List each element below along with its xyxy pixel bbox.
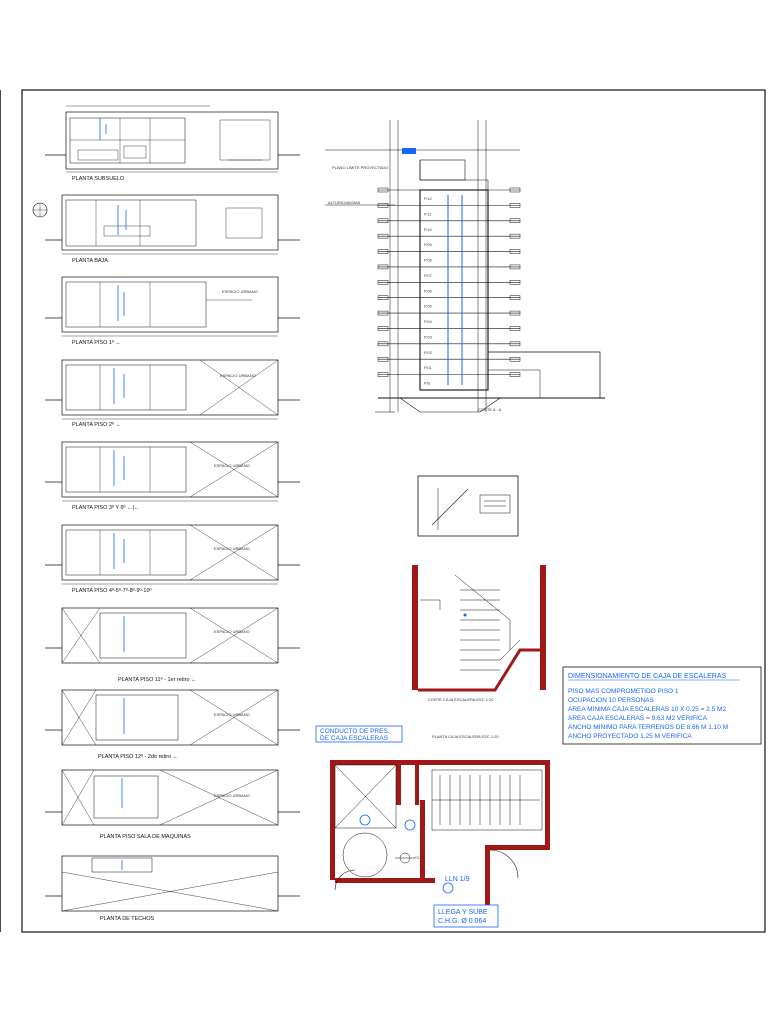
section-floor-label: P.09 xyxy=(424,242,432,248)
plan-piso-1 xyxy=(45,277,300,336)
stair-box-line: AREA CAJA ESCALERAS = 9.63 M2 VERIFICA xyxy=(568,715,707,722)
plan-label-piso-3-6: PLANTA PISO 3º Y 6º ←|← xyxy=(72,505,140,511)
section-floor-label: P.03 xyxy=(424,334,432,340)
plan-piso-unlabeled xyxy=(45,608,300,663)
plan-label-baja: PLANTA BAJA xyxy=(72,258,108,264)
section-floor-label: P.10 xyxy=(424,226,432,232)
plan-label-piso-12: PLANTA PISO 12º - 2do retiro ← xyxy=(98,754,179,760)
espacio-urbano-label: ESPACIO URBANO xyxy=(214,793,250,798)
plan-piso-2 xyxy=(45,360,300,419)
plan-piso-11 xyxy=(45,690,300,745)
stair-box-line: AREA MINIMA CAJA ESCALERAS 10 X 0.25 = 2.5 M2 xyxy=(568,706,727,713)
section-floor-label: P.01 xyxy=(424,365,432,371)
espacio-urbano-label: ESPACIO URBANO xyxy=(214,712,250,717)
llega-line-1: LLEGA Y SUBE xyxy=(438,909,488,916)
section-floor-label: P.12 xyxy=(424,196,432,201)
plan-techos xyxy=(45,856,300,911)
conducto-line-2: DE CAJA ESCALERAS xyxy=(320,735,388,742)
section-floor-label: P.B. xyxy=(424,380,432,386)
plan-piso-4-10 xyxy=(45,525,300,584)
section-floor-label: P.08 xyxy=(424,257,432,263)
plan-piso-3-6 xyxy=(45,442,300,501)
section-floor-label: P.11 xyxy=(424,211,432,217)
stair-box-line: PISO MAS COMPROMETIDO PISO 1 xyxy=(568,688,679,695)
section-title: CORTE A - A xyxy=(478,407,502,412)
conducto-line-1: CONDUCTO DE PRES. xyxy=(320,728,390,735)
section-note-plano-limite: PLANO LIMITE PROYECTADO xyxy=(332,165,389,170)
section-corte-aa xyxy=(325,120,605,412)
plan-label-subsuelo: PLANTA SUBSUELO xyxy=(72,176,125,182)
espacio-urbano-label: ESPACIO URBANO xyxy=(222,289,258,294)
stair-section xyxy=(412,565,546,690)
stair-section-caption: CORTE CAJA ESCALERA ESC 1:20 xyxy=(428,697,494,702)
section-floor-labels xyxy=(424,196,432,386)
plan-baja xyxy=(33,195,300,254)
section-floor-label: P.05 xyxy=(424,303,432,309)
plan-label-piso-1: PLANTA PISO 1º ← xyxy=(72,340,121,346)
espacio-urbano-label: ESPACIO URBANO xyxy=(214,629,250,634)
plan-label-piso-11: PLANTA PISO 11º - 1er retiro ← xyxy=(118,677,197,683)
plan-label-piso-4-10: PLANTA PISO 4º-5º-7º-8º-9º-10º xyxy=(72,588,152,594)
section-floor-label: P.02 xyxy=(424,349,432,355)
sheet-border xyxy=(22,90,765,932)
espacio-urbano-label: ESPACIO URBANO xyxy=(214,463,250,468)
stair-box-line: ANCHO PROYECTADO 1.25 M VERIFICA xyxy=(568,733,692,740)
level-mark: +3.25 xyxy=(414,855,425,860)
plan-sala-maquinas xyxy=(45,770,300,825)
plan-label-sala-maquinas: PLANTA PISO SALA DE MAQUINAS xyxy=(100,834,191,840)
lln-label: LLN 1/9 xyxy=(445,876,470,883)
stair-box-title: DIMENSIONAMIENTO DE CAJA DE ESCALERAS xyxy=(568,673,727,680)
stair-detail-small xyxy=(418,476,518,536)
section-floor-label: P.06 xyxy=(424,288,432,294)
stair-plan-caption: PLANTA CAJA ESCALERA ESC 1:20 xyxy=(432,734,499,739)
espacio-urbano-label: ESPACIO URBANO xyxy=(214,546,250,551)
plan-label-techos: PLANTA DE TECHOS xyxy=(100,916,155,922)
espacio-urbano-label: ESPACIO URBANO xyxy=(220,373,256,378)
llega-line-2: C.H.G. Ø 0.064 xyxy=(438,918,487,925)
section-floor-label: P.07 xyxy=(424,272,432,278)
stair-box-line: ANCHO MINIMO PARA TERRENOS DE 8.66 M 1.10 M xyxy=(568,724,729,731)
stair-plan xyxy=(330,760,550,927)
stair-box-line: OCUPACION 10 PERSONAS xyxy=(568,697,654,704)
section-floor-label: P.04 xyxy=(424,319,432,325)
plan-subsuelo xyxy=(45,106,300,172)
section-note-altura: ALTURA MAXIMA xyxy=(328,200,361,205)
section-floor-lines xyxy=(378,188,520,377)
plan-label-piso-2: PLANTA PISO 2º ← xyxy=(72,422,121,428)
